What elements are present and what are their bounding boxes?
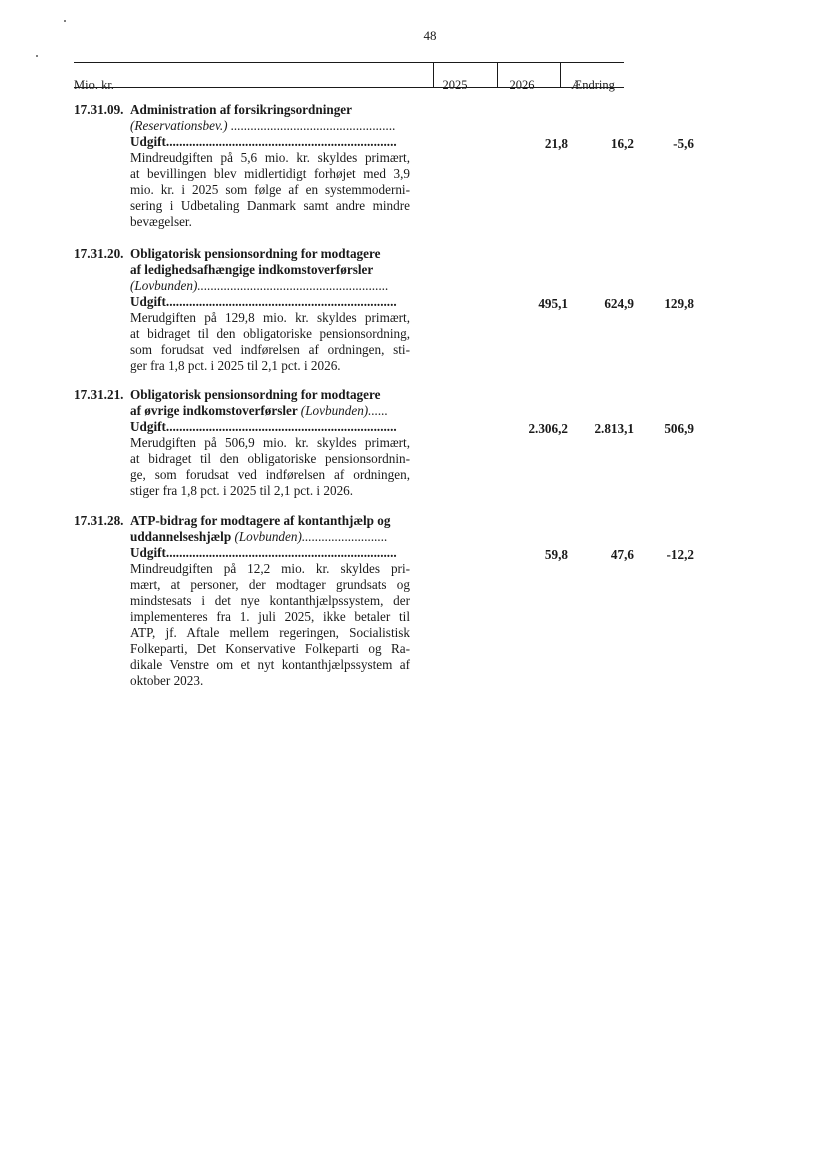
description-line: at bevillingen blev midlertidigt forhøjet med 3,9 bbox=[130, 166, 410, 181]
description-line: som forudsat ved indførelsen af ordningen, sti- bbox=[130, 342, 410, 357]
entry-title: Obligatorisk pensionsordning for modtagere bbox=[130, 387, 381, 402]
description-line: at bidraget til den obligatoriske pensionsordnin- bbox=[130, 451, 410, 466]
header-top-rule bbox=[74, 62, 624, 63]
entry-title: ATP-bidrag for modtagere af kontanthjælp og bbox=[130, 513, 391, 528]
description-line: Merudgiften på 129,8 mio. kr. skyldes primært, bbox=[130, 310, 410, 325]
budget-entry bbox=[74, 513, 694, 689]
entry-title: Administration af forsikringsordninger bbox=[130, 102, 352, 117]
udgift-label: Udgift...................................................................... bbox=[130, 134, 397, 149]
value-change: 506,9 bbox=[664, 421, 694, 436]
budget-entry bbox=[74, 102, 694, 230]
value-2025: 2.306,2 bbox=[528, 421, 568, 436]
value-change: -5,6 bbox=[673, 136, 694, 151]
value-2026: 624,9 bbox=[604, 296, 634, 311]
value-change: -12,2 bbox=[666, 547, 694, 562]
entry-number: 17.31.20. bbox=[74, 246, 124, 261]
description-line: sering i Udbetaling Danmark samt andre mindre bbox=[130, 198, 410, 213]
description-line: stiger fra 1,8 pct. i 2025 til 2,1 pct. i 2026. bbox=[130, 483, 354, 498]
value-2026: 16,2 bbox=[610, 136, 634, 151]
entry-note: (Lovbunden)...... bbox=[300, 403, 388, 418]
entry-note: (Lovbunden).......................................................... bbox=[130, 278, 389, 293]
description-line: implementeres fra 1. juli 2025, ikke betaler til bbox=[130, 609, 410, 624]
description-line: ge, som forudsat ved indførelsen af ordningen, bbox=[130, 467, 410, 482]
description-line: Folkeparti, Det Konservative Folkeparti og Ra- bbox=[130, 641, 410, 656]
description-line: Mindreudgiften på 12,2 mio. kr. skyldes pri- bbox=[130, 561, 410, 576]
description-line: oktober 2023. bbox=[130, 673, 204, 688]
column-header-change: Ændring bbox=[571, 78, 615, 92]
scan-speck bbox=[64, 20, 66, 22]
entry-number: 17.31.09. bbox=[74, 102, 124, 117]
description-line: mio. kr. i 2025 som følge af en systemmoderni- bbox=[130, 182, 410, 197]
description-line: mært, at personer, der modtager grundsats og bbox=[130, 577, 410, 592]
value-2026: 47,6 bbox=[610, 547, 634, 562]
value-change: 129,8 bbox=[664, 296, 694, 311]
entry-title: af øvrige indkomstoverførsler bbox=[130, 403, 301, 418]
value-2025: 21,8 bbox=[544, 136, 568, 151]
udgift-label: Udgift...................................................................... bbox=[130, 545, 397, 560]
description-line: ger fra 1,8 pct. i 2025 til 2,1 pct. i 2026. bbox=[130, 358, 341, 373]
description-line: ATP, jf. Aftale mellem regeringen, Socialistisk bbox=[130, 625, 410, 640]
column-header-2026: 2026 bbox=[509, 78, 535, 92]
entry-number: 17.31.21. bbox=[74, 387, 124, 402]
budget-entry bbox=[74, 246, 694, 374]
description-line: Mindreudgiften på 5,6 mio. kr. skyldes primært, bbox=[130, 150, 410, 165]
udgift-label: Udgift...................................................................... bbox=[130, 294, 397, 309]
description-line: dikale Venstre om et nyt kontanthjælpssystem af bbox=[130, 657, 410, 672]
scan-speck bbox=[36, 55, 38, 57]
entry-number: 17.31.28. bbox=[74, 513, 124, 528]
entry-note: (Reservationsbev.) .................................................. bbox=[130, 118, 396, 133]
description-line: Merudgiften på 506,9 mio. kr. skyldes primært, bbox=[130, 435, 410, 450]
description-line: at bidraget til den obligatoriske pensionsordning, bbox=[130, 326, 410, 341]
page-number: 48 bbox=[423, 28, 437, 43]
value-2025: 495,1 bbox=[538, 296, 568, 311]
entry-title: Obligatorisk pensionsordning for modtagere bbox=[130, 246, 381, 261]
entry-title: af ledighedsafhængige indkomstoverførsler bbox=[130, 262, 374, 277]
header-bottom-rule bbox=[74, 87, 624, 88]
budget-entry bbox=[74, 387, 694, 499]
entry-title: uddannelseshjælp bbox=[130, 529, 235, 544]
udgift-label: Udgift...................................................................... bbox=[130, 419, 397, 434]
value-2025: 59,8 bbox=[544, 547, 568, 562]
column-header-2025: 2025 bbox=[442, 78, 468, 92]
description-line: mindstesats i det nye kontanthjælpssystem, der bbox=[130, 593, 410, 608]
header-col-divider bbox=[560, 62, 561, 88]
unit-label: Mio. kr. bbox=[74, 78, 114, 92]
value-2026: 2.813,1 bbox=[594, 421, 634, 436]
entry-note: (Lovbunden).......................... bbox=[234, 529, 388, 544]
description-line: bevægelser. bbox=[130, 214, 192, 229]
